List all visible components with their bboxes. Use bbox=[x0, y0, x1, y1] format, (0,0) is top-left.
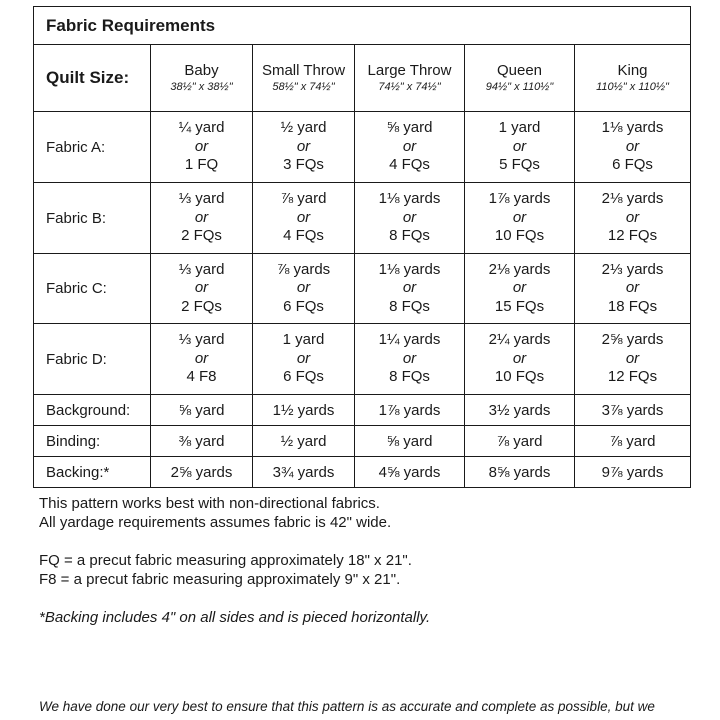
fabric-cell: ⅞ yard or 4 FQs bbox=[253, 183, 355, 254]
quilt-size-row bbox=[34, 45, 691, 112]
fabric-cell: ⅝ yard or 4 FQs bbox=[355, 112, 465, 183]
fabric-requirements-table-wrapper bbox=[33, 6, 690, 488]
fabric-cell: ⅓ yard or 4 F8 bbox=[151, 324, 253, 395]
fabric-cell: ⅓ yard or 2 FQs bbox=[151, 254, 253, 324]
size-header-small-throw: Small Throw 58½" x 74½" bbox=[253, 45, 355, 112]
row-label: Binding: bbox=[34, 426, 151, 457]
size-header-queen: Queen 94½" x 110½" bbox=[465, 45, 575, 112]
yardage-cell: 3¾ yards bbox=[253, 457, 355, 488]
yardage-cell: 3½ yards bbox=[465, 395, 575, 426]
fabric-cell: 2¼ yards or 10 FQs bbox=[465, 324, 575, 395]
yardage-cell: ⅜ yard bbox=[151, 426, 253, 457]
yardage-cell: ⅞ yard bbox=[575, 426, 691, 457]
yardage-cell: ⅞ yard bbox=[465, 426, 575, 457]
row-label: Fabric B: bbox=[34, 183, 151, 254]
table-row-fabric-a bbox=[34, 112, 691, 183]
table-row-background bbox=[34, 395, 691, 426]
note-f8-definition: F8 = a precut fabric measuring approximately 9" x 21". bbox=[39, 571, 401, 588]
fabric-cell: ½ yard or 3 FQs bbox=[253, 112, 355, 183]
note-fq-definition: FQ = a precut fabric measuring approximately 18" x 21". bbox=[39, 552, 412, 569]
note-fabric-width: All yardage requirements assumes fabric is 42" wide. bbox=[39, 514, 392, 531]
fabric-cell: 2⅛ yards or 12 FQs bbox=[575, 183, 691, 254]
yardage-cell: 8⅝ yards bbox=[465, 457, 575, 488]
yardage-cell: ⅝ yard bbox=[151, 395, 253, 426]
fabric-requirements-table bbox=[33, 6, 691, 488]
fabric-cell: 1⅛ yards or 6 FQs bbox=[575, 112, 691, 183]
table-row-binding bbox=[34, 426, 691, 457]
yardage-cell: 3⅞ yards bbox=[575, 395, 691, 426]
yardage-cell: 4⅝ yards bbox=[355, 457, 465, 488]
yardage-cell: ½ yard bbox=[253, 426, 355, 457]
yardage-cell: 1⅞ yards bbox=[355, 395, 465, 426]
yardage-cell: 1½ yards bbox=[253, 395, 355, 426]
table-row-fabric-d bbox=[34, 324, 691, 395]
row-label: Fabric A: bbox=[34, 112, 151, 183]
fabric-cell: 2⅝ yards or 12 FQs bbox=[575, 324, 691, 395]
fabric-cell: 1⅛ yards or 8 FQs bbox=[355, 254, 465, 324]
size-header-baby: Baby 38½" x 38½" bbox=[151, 45, 253, 112]
fabric-cell: 1¼ yards or 8 FQs bbox=[355, 324, 465, 395]
yardage-cell: 9⅞ yards bbox=[575, 457, 691, 488]
quilt-size-label: Quilt Size: bbox=[34, 45, 151, 112]
row-label: Backing:* bbox=[34, 457, 151, 488]
pattern-notes bbox=[39, 494, 699, 627]
disclaimer-text: We have done our very best to ensure that this pattern is as accurate and complete as possible, but we bbox=[39, 699, 655, 714]
fabric-cell: ⅓ yard or 2 FQs bbox=[151, 183, 253, 254]
fabric-cell: 1⅞ yards or 10 FQs bbox=[465, 183, 575, 254]
table-title: Fabric Requirements bbox=[34, 7, 691, 45]
table-row-fabric-c bbox=[34, 254, 691, 324]
row-label: Fabric C: bbox=[34, 254, 151, 324]
yardage-cell: ⅝ yard bbox=[355, 426, 465, 457]
size-header-large-throw: Large Throw 74½" x 74½" bbox=[355, 45, 465, 112]
note-fabric-direction: This pattern works best with non-directional fabrics. bbox=[39, 495, 380, 512]
row-label: Background: bbox=[34, 395, 151, 426]
size-header-king: King 110½" x 110½" bbox=[575, 45, 691, 112]
row-label: Fabric D: bbox=[34, 324, 151, 395]
note-backing: *Backing includes 4" on all sides and is pieced horizontally. bbox=[39, 609, 431, 626]
fabric-cell: ¼ yard or 1 FQ bbox=[151, 112, 253, 183]
fabric-cell: 1 yard or 6 FQs bbox=[253, 324, 355, 395]
yardage-cell: 2⅝ yards bbox=[151, 457, 253, 488]
fabric-cell: ⅞ yards or 6 FQs bbox=[253, 254, 355, 324]
table-row-backing bbox=[34, 457, 691, 488]
fabric-cell: 1⅛ yards or 8 FQs bbox=[355, 183, 465, 254]
fabric-cell: 1 yard or 5 FQs bbox=[465, 112, 575, 183]
fabric-cell: 2⅓ yards or 18 FQs bbox=[575, 254, 691, 324]
fabric-cell: 2⅛ yards or 15 FQs bbox=[465, 254, 575, 324]
table-row-fabric-b bbox=[34, 183, 691, 254]
